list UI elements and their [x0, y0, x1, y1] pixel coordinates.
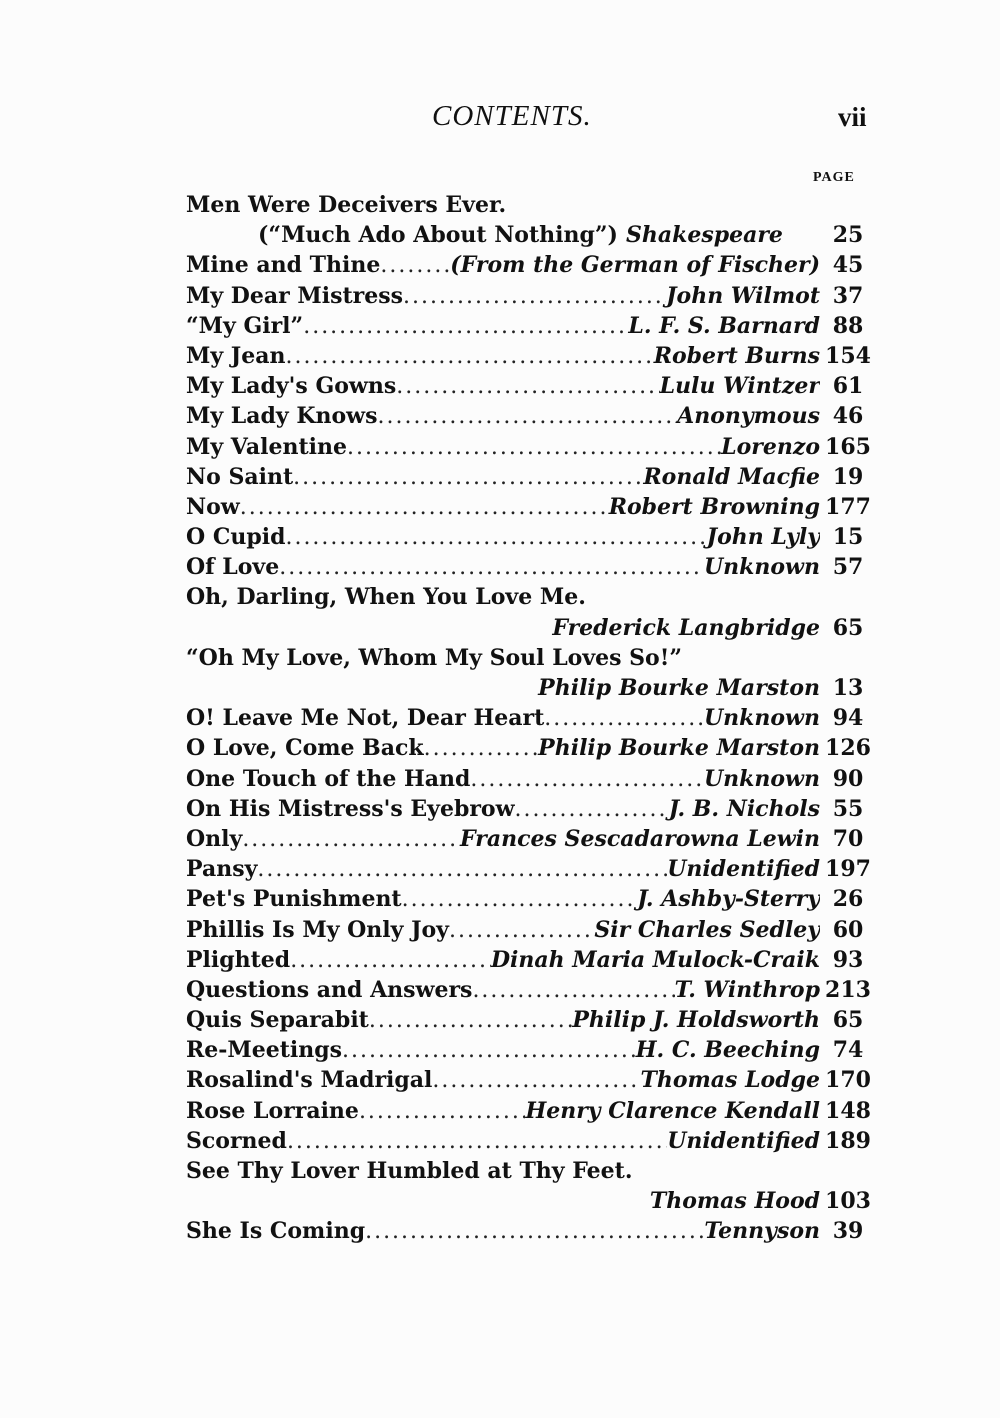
toc-entry — [186, 1065, 876, 1095]
toc-entry — [186, 764, 876, 794]
dot-leader — [359, 1097, 526, 1127]
toc-entry — [186, 884, 876, 914]
toc-entry — [186, 673, 876, 703]
toc-entry — [186, 613, 876, 643]
entry-title: Pet's Punishment — [186, 886, 402, 913]
toc-entry — [186, 311, 876, 341]
entry-author: John Lyly — [706, 524, 820, 551]
entry-author: Ronald Macfie — [643, 463, 820, 490]
dot-leader — [242, 825, 460, 855]
toc-entry — [186, 794, 876, 824]
dot-leader — [293, 463, 643, 493]
toc-entry — [186, 492, 876, 522]
entry-page: 170 — [825, 1067, 871, 1094]
entry-author: Shakespeare — [625, 222, 783, 249]
entry-author: Lulu Wintzer — [659, 373, 820, 400]
toc-entry — [186, 975, 876, 1005]
dot-leader — [285, 342, 653, 372]
entry-title: Rosalind's Madrigal — [186, 1067, 433, 1094]
entry-title: My Lady Knows — [186, 403, 378, 430]
entry-author: Robert Browning — [608, 493, 820, 520]
dot-leader — [240, 493, 609, 523]
toc-entry — [186, 1216, 876, 1246]
page-title: CONTENTS. — [432, 100, 592, 132]
entry-page: 103 — [825, 1188, 871, 1215]
entry-page: 189 — [825, 1127, 871, 1154]
dot-leader — [449, 916, 594, 946]
entry-title: One Touch of the Hand — [186, 765, 471, 792]
entry-author: Henry Clarence Kendall — [525, 1097, 820, 1124]
entry-page: 39 — [832, 1218, 864, 1245]
toc-entry — [186, 190, 876, 220]
entry-page: 148 — [825, 1097, 871, 1124]
entry-author: Thomas Hood — [649, 1188, 820, 1215]
entry-page: 37 — [832, 282, 864, 309]
dot-leader — [396, 372, 659, 402]
entry-author: Unknown — [703, 554, 820, 581]
entry-title: Rose Lorraine — [186, 1097, 359, 1124]
toc-entry — [186, 854, 876, 884]
toc-entry — [186, 341, 876, 371]
entry-page: 197 — [825, 856, 871, 883]
entry-page: 46 — [832, 403, 864, 430]
toc-entry — [186, 582, 876, 612]
entry-author: Thomas Lodge — [640, 1067, 820, 1094]
entry-author: (From the German of Fischer) — [450, 252, 820, 279]
entry-author: J. B. Nichols — [668, 795, 820, 822]
entry-title: (“Much Ado About Nothing”) — [258, 222, 618, 249]
entry-title: She Is Coming — [186, 1218, 366, 1245]
entry-author: L. F. S. Barnard — [628, 312, 820, 339]
entry-page: 126 — [825, 735, 871, 762]
dot-leader — [472, 976, 674, 1006]
toc-entry — [186, 371, 876, 401]
entry-title: Re-Meetings — [186, 1037, 343, 1064]
entry-page: 61 — [832, 373, 864, 400]
entry-author: Tennyson — [704, 1218, 820, 1245]
toc-entry — [186, 1005, 876, 1035]
dot-leader — [377, 402, 677, 432]
dot-leader — [424, 734, 539, 764]
entry-author: Unidentified — [667, 856, 820, 883]
toc-entry — [186, 522, 876, 552]
toc-entry — [186, 945, 876, 975]
entry-title: Men Were Deceivers Ever. — [186, 192, 507, 218]
toc-entry — [186, 1126, 876, 1156]
page-column-label: PAGE — [813, 170, 855, 185]
entry-page: 90 — [832, 765, 864, 792]
entry-title: Quis Separabit — [186, 1007, 369, 1034]
dot-leader — [287, 1127, 667, 1157]
entry-title: O Cupid — [186, 524, 286, 551]
entry-page: 55 — [832, 795, 864, 822]
entry-page: 13 — [832, 675, 864, 701]
toc-entry — [186, 281, 876, 311]
toc-entry — [186, 824, 876, 854]
entry-title: Oh, Darling, When You Love Me. — [186, 584, 586, 611]
entry-author: Unidentified — [667, 1127, 820, 1154]
entry-author: Lorenzo — [721, 433, 820, 460]
entry-page: 15 — [832, 524, 864, 551]
entry-page: 25 — [832, 222, 864, 249]
entry-title: Now — [186, 493, 240, 520]
entry-page: 94 — [832, 705, 864, 732]
dot-leader — [303, 312, 628, 342]
entry-page: 154 — [825, 342, 871, 369]
entry-title: See Thy Lover Humbled at Thy Feet. — [186, 1158, 633, 1184]
dot-leader — [432, 1066, 640, 1096]
dot-leader — [365, 1217, 704, 1247]
dot-leader — [402, 885, 638, 915]
entry-title: My Lady's Gowns — [186, 373, 397, 400]
entry-page: 93 — [832, 946, 864, 973]
entry-title: My Valentine — [186, 433, 347, 460]
entry-page: 65 — [832, 614, 864, 641]
toc-entry — [186, 1186, 876, 1216]
toc-entry — [186, 432, 876, 462]
entry-author: Frances Sescadarowna Lewin — [460, 825, 820, 852]
toc-entry — [186, 733, 876, 763]
entry-page: 165 — [825, 433, 871, 460]
entry-author: Unknown — [703, 765, 820, 792]
entry-author: Frederick Langbridge — [552, 614, 820, 641]
entry-title: No Saint — [186, 463, 294, 490]
entry-author: Philip Bourke Marston — [538, 675, 820, 701]
dot-leader — [403, 282, 666, 312]
entry-author: T. Winthrop — [674, 976, 820, 1003]
entry-title: “My Girl” — [186, 312, 304, 339]
entry-title: O! Leave Me Not, Dear Heart — [186, 705, 545, 732]
entry-page: 45 — [832, 252, 864, 279]
entry-title: My Dear Mistress — [186, 282, 403, 309]
entry-title: Pansy — [186, 856, 258, 883]
dot-leader — [369, 1006, 573, 1036]
entry-title: Questions and Answers — [186, 976, 473, 1003]
toc-entry — [186, 1156, 876, 1186]
entry-author: J. Ashby-Sterry — [637, 886, 820, 913]
entry-page: 60 — [832, 916, 864, 943]
entry-title: Plighted — [186, 946, 291, 973]
entry-title: Mine and Thine — [186, 252, 381, 279]
entry-author: Anonymous — [677, 403, 820, 430]
entry-title: Only — [186, 825, 243, 852]
entry-title: On His Mistress's Eyebrow — [186, 795, 515, 822]
toc-entry — [186, 915, 876, 945]
dot-leader — [470, 765, 704, 795]
entry-page: 74 — [832, 1037, 864, 1064]
entry-author: Philip J. Holdsworth — [572, 1007, 820, 1034]
entry-title: “Oh My Love, Whom My Soul Loves So!” — [186, 644, 683, 671]
toc-entry — [186, 220, 876, 250]
entry-title: Scorned — [186, 1127, 287, 1154]
entry-page: 177 — [825, 493, 871, 520]
dot-leader — [544, 704, 704, 734]
dot-leader — [342, 1036, 636, 1066]
dot-leader — [279, 553, 704, 583]
entry-page: 57 — [832, 554, 864, 581]
entry-page: 65 — [832, 1007, 864, 1034]
entry-author: H. C. Beeching — [635, 1037, 820, 1064]
entry-title: My Jean — [186, 342, 286, 369]
entry-page: 26 — [832, 886, 864, 913]
entry-author: John Wilmot — [666, 282, 820, 309]
entry-page: 19 — [832, 463, 864, 490]
dot-leader — [285, 523, 706, 553]
page-number: vii — [838, 102, 867, 132]
entry-page: 88 — [832, 312, 864, 339]
entry-page: 70 — [832, 825, 864, 852]
entry-page: 213 — [825, 976, 871, 1003]
toc-entry — [186, 552, 876, 582]
toc-entry — [186, 1035, 876, 1065]
dot-leader — [515, 795, 669, 825]
entry-author: Dinah Maria Mulock-Craik — [490, 946, 820, 973]
contents-list — [186, 190, 876, 1247]
dot-leader — [257, 855, 667, 885]
dot-leader — [380, 251, 450, 281]
entry-author: Unknown — [703, 705, 820, 732]
dot-leader — [290, 946, 491, 976]
dot-leader — [347, 433, 721, 463]
toc-entry — [186, 401, 876, 431]
entry-author: Robert Burns — [653, 342, 820, 369]
toc-entry — [186, 703, 876, 733]
toc-entry — [186, 643, 876, 673]
entry-title: Phillis Is My Only Joy — [186, 916, 449, 943]
entry-title: Of Love — [186, 554, 280, 581]
toc-entry — [186, 1096, 876, 1126]
toc-entry — [186, 462, 876, 492]
toc-entry — [186, 250, 876, 280]
entry-author: Sir Charles Sedley — [594, 916, 820, 943]
entry-author: Philip Bourke Marston — [538, 735, 820, 762]
entry-title: O Love, Come Back — [186, 735, 424, 762]
